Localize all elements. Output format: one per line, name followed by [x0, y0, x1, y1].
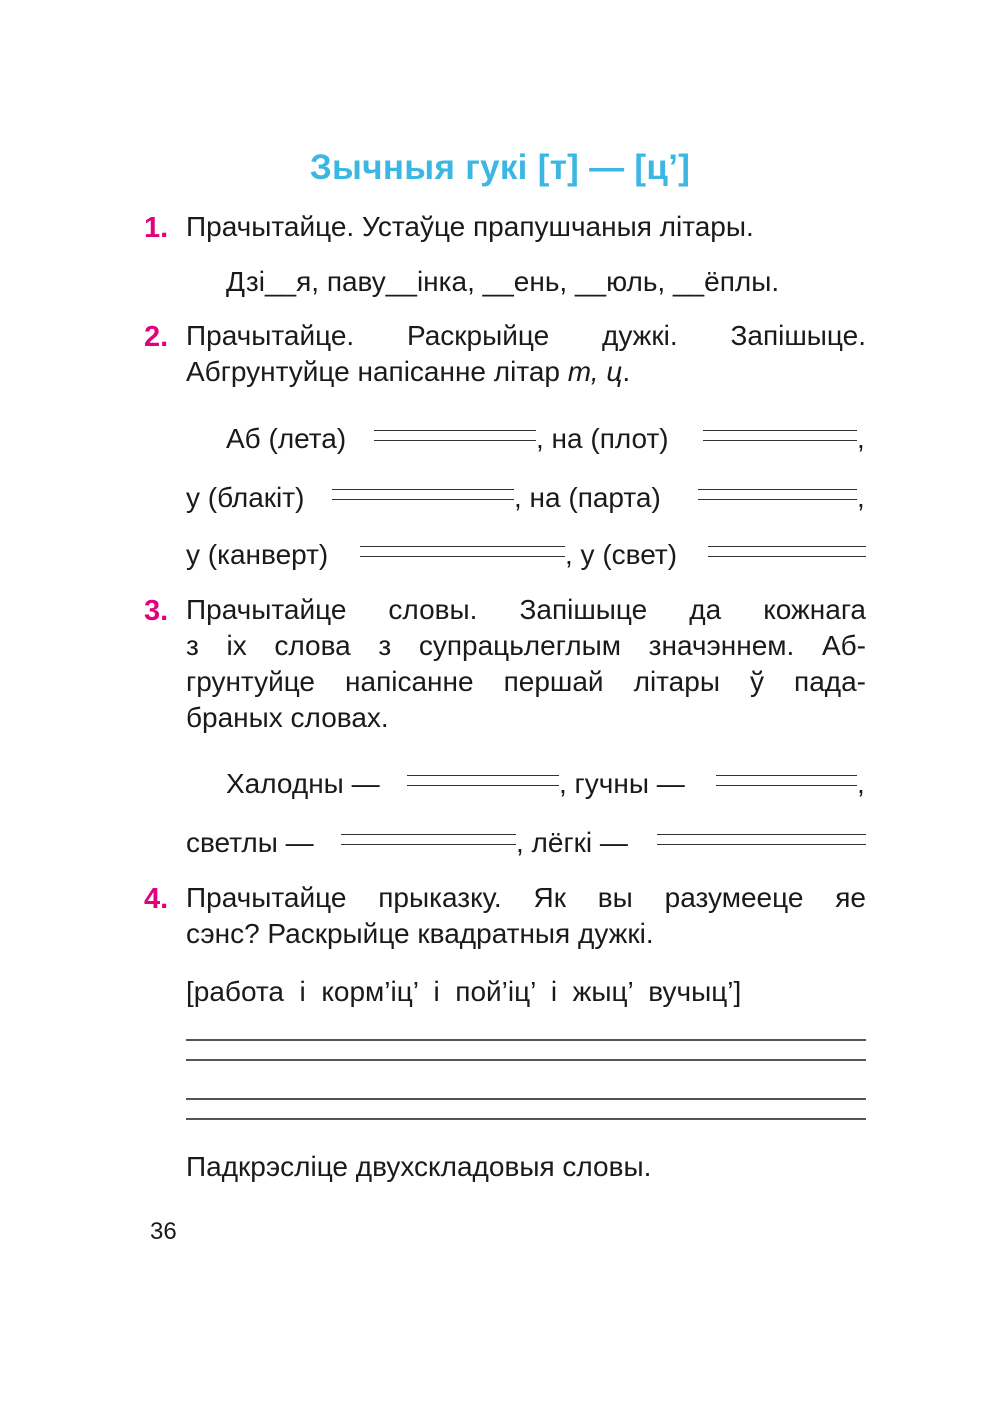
task-1-exercise: Дзі__я, паву__інка, __ень, __юль, __ёплы.	[226, 266, 780, 297]
answer-blank[interactable]	[374, 430, 536, 441]
task-2-word: , у (свет)	[565, 539, 678, 570]
comma: ,	[857, 768, 865, 799]
answer-blank[interactable]	[716, 775, 857, 786]
task-3-word: , лёгкі —	[516, 827, 628, 858]
task-3-instruction: Прачытайце словы. Запішыце да кожнага з іх слова з супрацьлеглым значэннем. Аб- грунтуйце напісанне першай літары ў пада- браных словах.	[186, 594, 866, 733]
task-4-instruction: Прачытайце прыказку. Як вы разумееце яе сэнс? Раскрыйце квадратныя дужкі.	[186, 882, 866, 949]
answer-blank[interactable]	[341, 834, 516, 845]
answer-blank[interactable]	[708, 546, 866, 557]
answer-blank[interactable]	[407, 775, 559, 786]
comma: ,	[857, 482, 865, 513]
proverb: [работа і корм’іц’ і пой’іц’ і жыц’ вучыц’]	[186, 976, 742, 1007]
task-1-number: 1.	[144, 212, 169, 244]
letters-italic: т, ц	[567, 356, 623, 387]
page-number: 36	[150, 1218, 177, 1245]
writing-line[interactable]	[186, 1098, 866, 1100]
answer-blank[interactable]	[360, 546, 565, 557]
task-2-word: у (блакіт)	[186, 482, 305, 513]
task-2-word: , на (парта)	[514, 482, 661, 513]
writing-line[interactable]	[186, 1059, 866, 1061]
writing-line[interactable]	[186, 1039, 866, 1041]
writing-line[interactable]	[186, 1118, 866, 1120]
task-2-word: , на (плот)	[536, 423, 669, 454]
answer-blank[interactable]	[698, 489, 857, 500]
task-2-instruction: Прачытайце. Раскрыйце дужкі. Запішыце. Абгрунтуйце напісанне літар т, ц.	[186, 320, 866, 387]
page-title: Зычныя гукі [т] — [ц’]	[309, 148, 691, 187]
task-3-word: Халодны —	[226, 768, 380, 799]
answer-blank[interactable]	[657, 834, 866, 845]
answer-blank[interactable]	[703, 430, 857, 441]
answer-blank[interactable]	[332, 489, 514, 500]
task-3-number: 3.	[144, 595, 169, 627]
comma: ,	[857, 423, 865, 454]
task-2-word: Аб (лета)	[226, 423, 347, 454]
task-1-instruction: Прачытайце. Устаўце прапушчаныя літары.	[186, 211, 754, 242]
task-3-word: светлы —	[186, 827, 314, 858]
task-4-number: 4.	[144, 883, 169, 915]
task-3-word: , гучны —	[559, 768, 685, 799]
task-4-footer: Падкрэсліце двухскладовыя словы.	[186, 1151, 652, 1182]
task-2-number: 2.	[144, 321, 169, 353]
task-2-word: у (канверт)	[186, 539, 329, 570]
